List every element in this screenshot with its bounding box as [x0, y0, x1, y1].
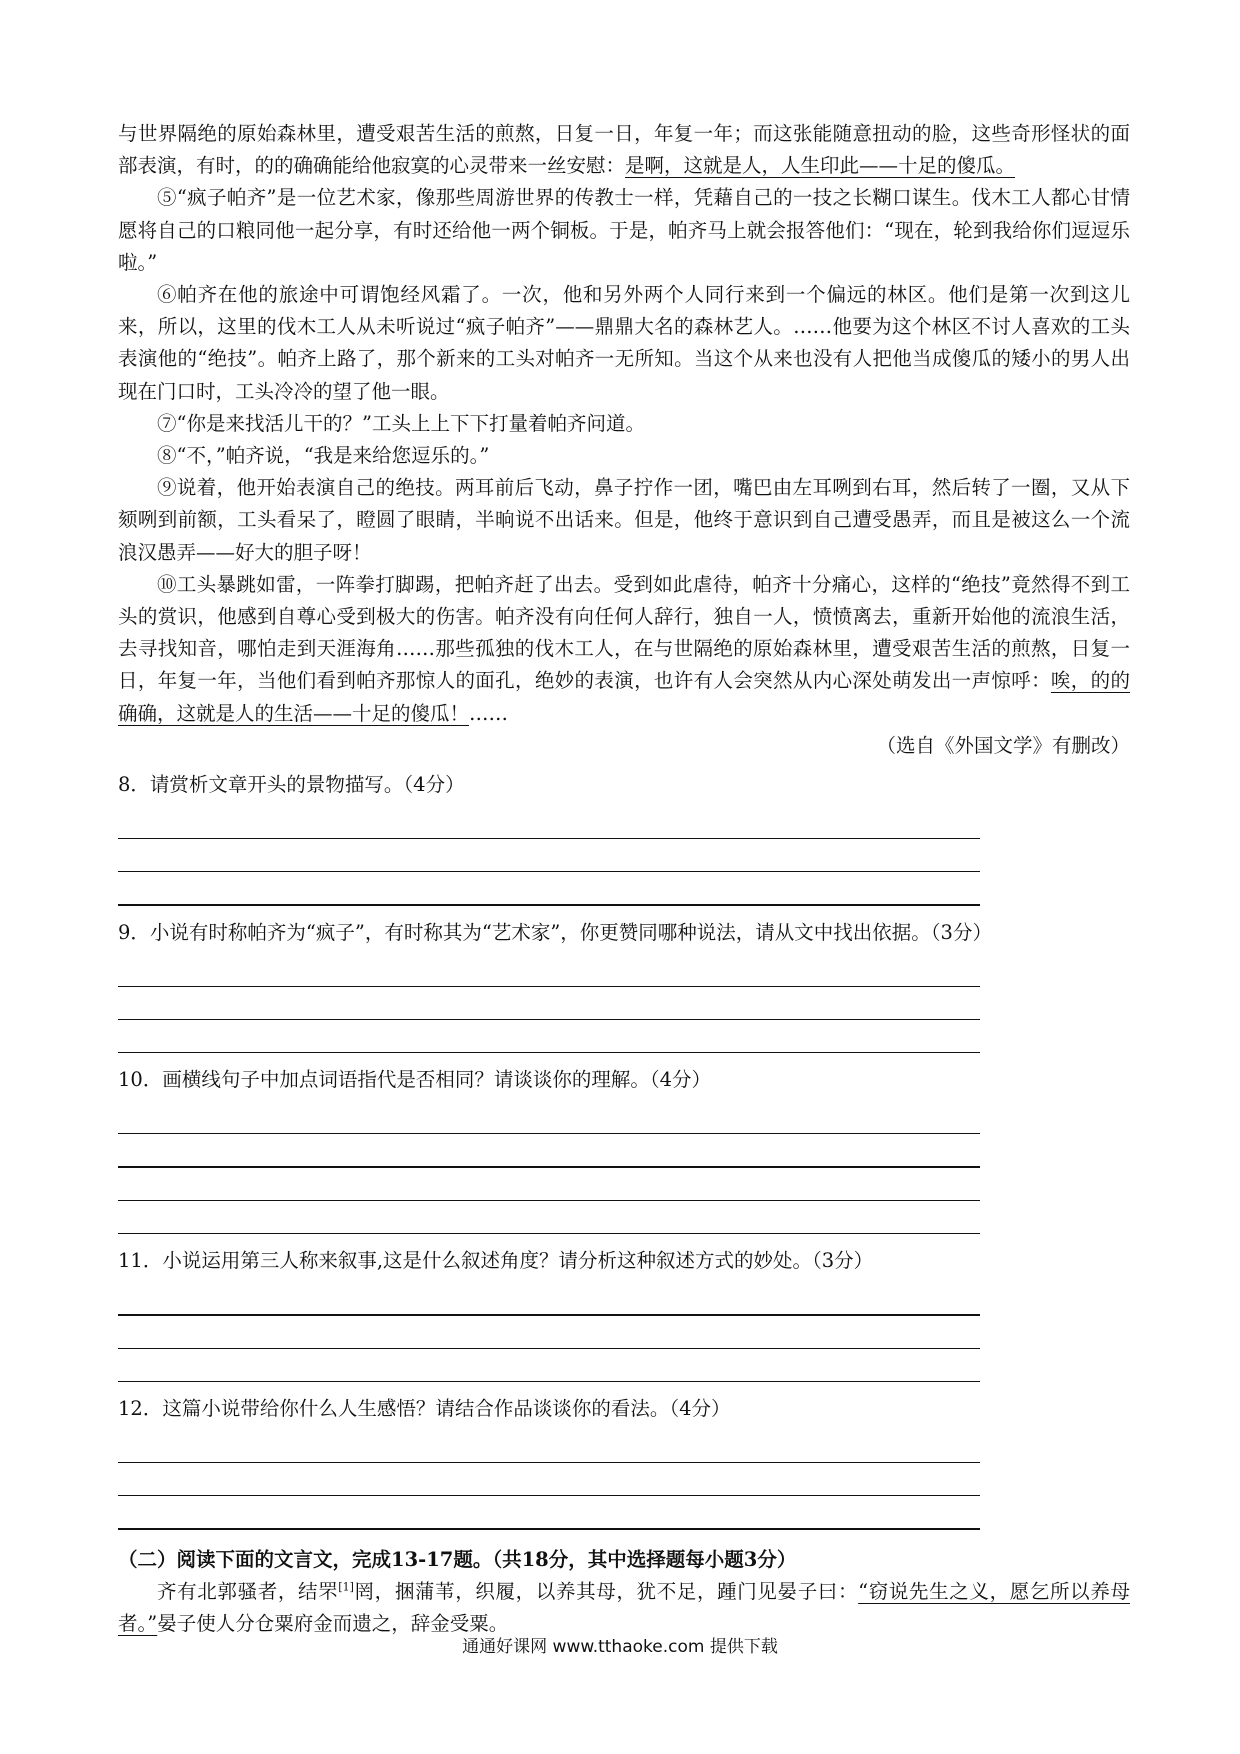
passage-paragraph-7: ⑦“你是来找活儿干的？”工头上上下下打量着帕齐问道。 — [157, 411, 645, 435]
footnote-marker: [1] — [338, 1580, 354, 1594]
answer-lines — [118, 954, 980, 1053]
question-text: 9．小说有时称帕齐为“疯子”，有时称其为“艺术家”，你更赞同哪种说法，请从文中找出依据。（3分） — [118, 920, 992, 944]
answer-line[interactable] — [118, 1282, 980, 1316]
question-12 — [118, 1394, 1130, 1530]
question-11 — [118, 1246, 1130, 1382]
answer-line[interactable] — [118, 839, 980, 872]
answer-line[interactable] — [118, 1101, 980, 1134]
answer-line[interactable] — [118, 806, 980, 839]
page-footer: 通通好课网 www.tthaoke.com 提供下载 — [462, 1637, 778, 1657]
answer-line[interactable] — [118, 872, 980, 906]
passage-paragraph-9: ⑨说着，他开始表演自己的绝技。两耳前后飞动，鼻子拧作一团，嘴巴由左耳咧到右耳，然后转了一圈，又从下颏咧到前额，工头看呆了，瞪圆了眼睛，半晌说不出话来。但是，他终于意识到自己遭受愚弄，而且是被这么一个流浪汉愚弄——好大的胆子呀！ — [118, 476, 1130, 564]
passage-paragraph-8: ⑧“不，”帕齐说，“我是来给您逗乐的。” — [157, 444, 490, 468]
passage-paragraph-10: ⑩工头暴跳如雷，一阵拳打脚踢，把帕齐赶了出去。受到如此虐待，帕齐十分痛心，这样的“绝技”竟然得不到工头的赏识，他感到自尊心受到极大的伤害。帕齐没有向任何人辞行，独自一人，愤愤离去，重新开始他的流浪生活，去寻找知音，哪怕走到天涯海角……那些孤独的伐木工人，在与世隔绝的原始森林里，遭受艰苦生活的煎熬，日复一日，年复一年，当他们看到帕齐那惊人的面孔，绝妙的表演，也许有人会突然从内心深处萌发出一声惊呼：唉，的的确确，这就是人的生活——十足的傻瓜！…… — [118, 572, 1130, 725]
answer-line[interactable] — [118, 1168, 980, 1201]
answer-line[interactable] — [118, 1430, 980, 1463]
answer-line[interactable] — [118, 987, 980, 1020]
answer-line[interactable] — [118, 954, 980, 987]
question-8 — [118, 770, 1130, 906]
answer-lines — [118, 1430, 980, 1530]
passage-source: （选自《外国文学》有删改） — [876, 733, 1130, 757]
answer-lines — [118, 1101, 980, 1234]
question-text: 12．这篇小说带给你什么人生感悟？请结合作品谈谈你的看法。（4分） — [118, 1396, 731, 1420]
answer-line[interactable] — [118, 1349, 980, 1382]
question-text: 10．画横线句子中加点词语指代是否相同？请谈谈你的理解。（4分） — [118, 1067, 711, 1091]
classical-passage-paragraph-1: 齐有北郭骚者，结罘[1]罔，捆蒲苇，织履，以养其母，犹不足，踵门见晏子曰：“窃说先生之义，愿乞所以养母者。”晏子使人分仓粟府金而遗之，辞金受粟。 — [118, 1579, 1130, 1636]
answer-line[interactable] — [118, 1201, 980, 1234]
passage-paragraph-5: ⑤“疯子帕齐”是一位艺术家，像那些周游世界的传教士一样，凭藉自己的一技之长糊口谋生。伐木工人都心甘情愿将自己的口粮同他一起分享，有时还给他一两个铜板。于是，帕齐马上就会报答他们：“现在，轮到我给你们逗逗乐啦。” — [118, 186, 1130, 274]
question-text: 11．小说运用第三人称来叙事,这是什么叙述角度？请分析这种叙述方式的妙处。（3分） — [118, 1248, 874, 1272]
passage-paragraph-continued: 与世界隔绝的原始森林里，遭受艰苦生活的煎熬，日复一日，年复一年；而这张能随意扭动的脸，这些奇形怪状的面部表演，有时，的的确确能给他寂寞的心灵带来一丝安慰：是啊，这就是人，人生印此——十足的傻瓜。 — [118, 122, 1130, 178]
answer-line[interactable] — [118, 1463, 980, 1496]
underlined-sentence-1: 是啊，这就是人，人生印此——十足的傻瓜。 — [625, 154, 1016, 178]
question-text: 8．请赏析文章开头的景物描写。（4分） — [118, 772, 465, 796]
question-9 — [118, 918, 1130, 1053]
section-heading: （二）阅读下面的文言文，完成13-17题。（共18分，其中选择题每小题3分） — [118, 1547, 797, 1571]
answer-line[interactable] — [118, 1134, 980, 1168]
underlined-sentence-2: 唉，的的确确，这就是人的生活——十足的傻瓜！ — [118, 669, 1130, 725]
answer-lines — [118, 806, 980, 906]
passage-paragraph-6: ⑥帕齐在他的旅途中可谓饱经风霜了。一次，他和另外两个人同行来到一个偏远的林区。他们是第一次到这儿来，所以，这里的伐木工人从未听说过“疯子帕齐”——鼎鼎大名的森林艺人。……他要为这个林区不讨人喜欢的工头表演他的“绝技”。帕齐上路了，那个新来的工头对帕齐一无所知。当这个从来也没有人把他当成傻瓜的矮小的男人出现在门口时，工头冷冷的望了他一眼。 — [118, 283, 1130, 403]
answer-line[interactable] — [118, 1020, 980, 1053]
exam-page — [118, 118, 1130, 1640]
answer-line[interactable] — [118, 1316, 980, 1349]
answer-line[interactable] — [118, 1496, 980, 1530]
underlined-sentence-3: “窃说先生之义，愿乞所以养母者。” — [118, 1579, 1130, 1636]
answer-lines — [118, 1282, 980, 1382]
question-10 — [118, 1065, 1130, 1234]
